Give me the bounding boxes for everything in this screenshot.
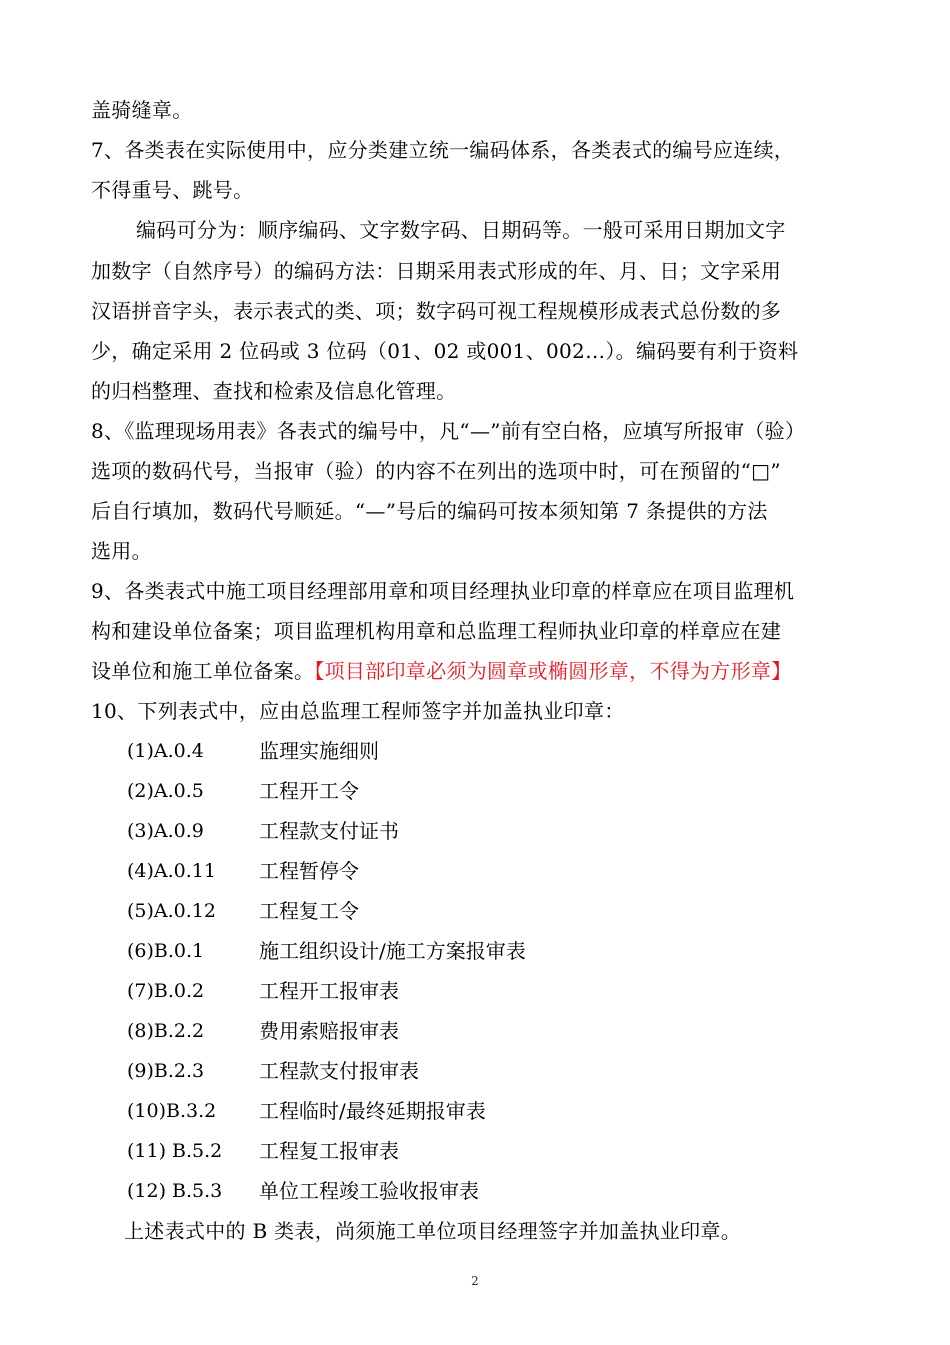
paragraph-line: 构和建设单位备案；项目监理机构用章和总监理工程师执业印章的样章应在建 <box>91 619 782 643</box>
paragraph-line: 9、各类表式中施工项目经理部用章和项目经理执业印章的样章应在项目监理机 <box>91 579 795 603</box>
list-item-name: 工程款支付证书 <box>259 819 399 843</box>
list-item-name: 费用索赔报审表 <box>259 1019 399 1043</box>
paragraph-line: 8、《监理现场用表》各表式的编号中，凡“—”前有空白格，应填写所报审（验） <box>91 419 806 443</box>
list-item-code: (4)A.0.11 <box>127 860 216 882</box>
paragraph-line: 汉语拼音字头，表示表式的类、项；数字码可视工程规模形成表式总份数的多 <box>91 299 782 323</box>
list-item-name: 工程复工报审表 <box>259 1139 399 1163</box>
list-item-name: 工程款支付报审表 <box>259 1059 419 1083</box>
list-item-code: (2)A.0.5 <box>127 780 204 802</box>
paragraph-line: 不得重号、跳号。 <box>91 178 254 202</box>
list-item-name: 单位工程竣工验收报审表 <box>259 1179 479 1203</box>
paragraph-text: 设单位和施工单位备案。 <box>91 659 315 683</box>
list-item-code: (1)A.0.4 <box>127 740 204 762</box>
paragraph-line: 编码可分为：顺序编码、文字数字码、日期码等。一般可采用日期加文字 <box>136 218 786 242</box>
paragraph-line: 少，确定采用 2 位码或 3 位码（01、02 或001、002…）。编码要有利于资料 <box>91 339 799 363</box>
list-item-code: (5)A.0.12 <box>127 900 216 922</box>
list-item-name: 监理实施细则 <box>259 739 379 763</box>
list-item-code: (12) B.5.3 <box>127 1180 223 1202</box>
paragraph-line <box>91 658 871 684</box>
list-item-name: 工程复工令 <box>259 899 359 923</box>
list-item-code: (8)B.2.2 <box>127 1020 205 1042</box>
list-item-name: 施工组织设计/施工方案报审表 <box>259 939 526 963</box>
closing-paragraph: 上述表式中的 B 类表，尚须施工单位项目经理签字并加盖执业印章。 <box>124 1219 742 1243</box>
paragraph-line: 盖骑缝章。 <box>91 98 193 122</box>
list-item-code: (3)A.0.9 <box>127 820 204 842</box>
paragraph-line: 选用。 <box>91 539 152 563</box>
paragraph-line: 7、各类表在实际使用中，应分类建立统一编码体系，各类表式的编号应连续， <box>91 138 795 162</box>
paragraph-line: 的归档整理、查找和检索及信息化管理。 <box>91 379 457 403</box>
list-item-code: (7)B.0.2 <box>127 980 205 1002</box>
list-item-name: 工程开工报审表 <box>259 979 399 1003</box>
paragraph-line: 10、下列表式中，应由总监理工程师签字并加盖执业印章： <box>91 699 625 723</box>
paragraph-line: 后自行填加，数码代号顺延。“—”号后的编码可按本须知第 7 条提供的方法 <box>91 499 768 523</box>
list-item-code: (6)B.0.1 <box>127 940 205 962</box>
paragraph-line: 选项的数码代号，当报审（验）的内容不在列出的选项中时，可在预留的“□” <box>91 459 781 483</box>
paragraph-line: 加数字（自然序号）的编码方法：日期采用表式形成的年、月、日；文字采用 <box>91 259 782 283</box>
list-item-code: (9)B.2.3 <box>127 1060 205 1082</box>
list-item-name: 工程临时/最终延期报审表 <box>259 1099 486 1123</box>
list-item-code: (11) B.5.2 <box>127 1140 223 1162</box>
list-item-name: 工程开工令 <box>259 779 359 803</box>
page-number: 2 <box>471 1274 479 1288</box>
list-item-code: (10)B.3.2 <box>127 1100 217 1122</box>
red-seal-note: 【项目部印章必须为圆章或椭圆形章，不得为方形章】 <box>314 659 792 683</box>
list-item-name: 工程暂停令 <box>259 859 359 883</box>
